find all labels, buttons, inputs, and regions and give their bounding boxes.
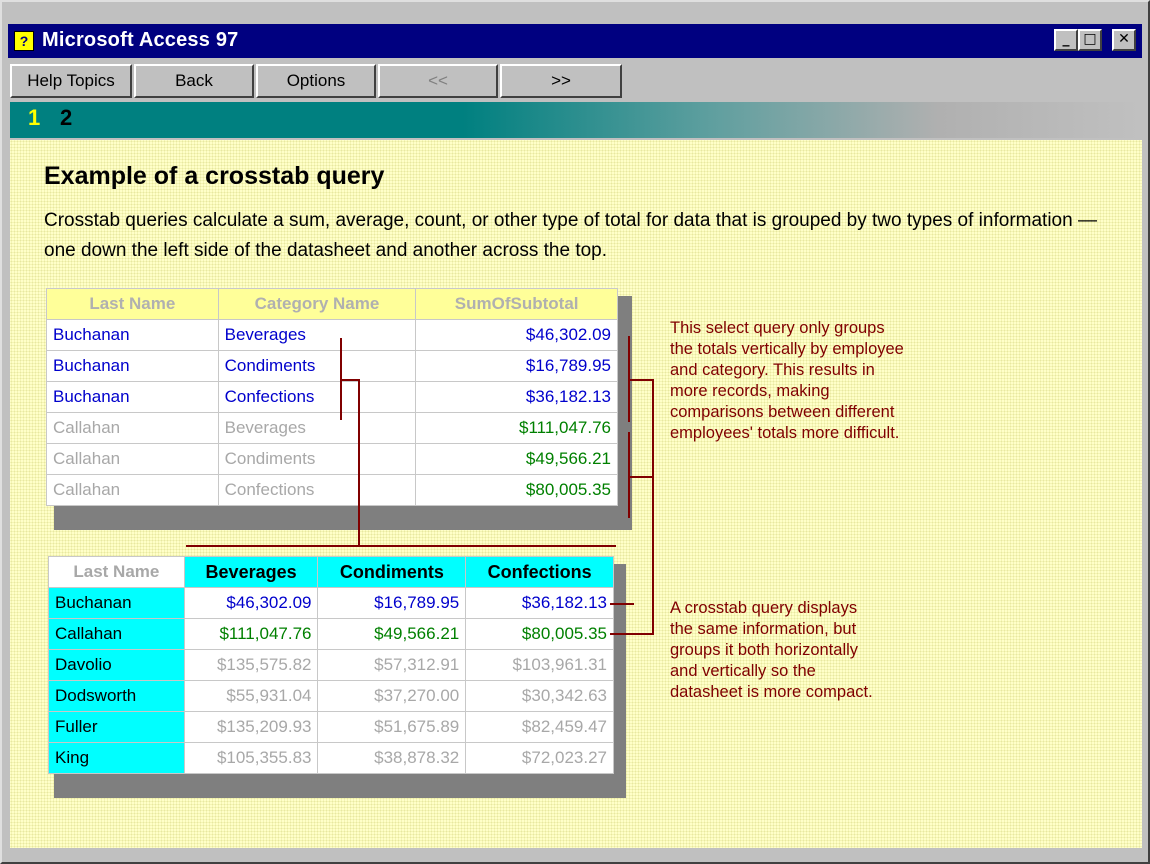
table-cell: $49,566.21 xyxy=(416,444,618,475)
table-cell: $57,312.91 xyxy=(318,650,466,681)
page-1-link[interactable]: 1 xyxy=(28,105,41,130)
table-row xyxy=(47,413,618,444)
column-header: Condiments xyxy=(318,557,466,588)
note-line: and vertically so the xyxy=(670,662,816,680)
intro-text: Crosstab queries calculate a sum, average, count, or other type of total for data that is grouped by two types of information — one down the left side of the datasheet and another across the top. xyxy=(44,210,1097,261)
table-cell: Buchanan xyxy=(47,382,219,413)
note-line: more records, making xyxy=(670,382,830,400)
connector-line xyxy=(610,633,654,635)
table-row xyxy=(49,619,614,650)
note-line: comparisons between different xyxy=(670,403,895,421)
table-cell: Condiments xyxy=(218,351,416,382)
table-cell: Buchanan xyxy=(47,351,219,382)
table-cell: $36,182.13 xyxy=(416,382,618,413)
table-cell: Callahan xyxy=(47,475,219,506)
table-cell: $111,047.76 xyxy=(416,413,618,444)
table-cell: $36,182.13 xyxy=(466,588,614,619)
table-row xyxy=(47,351,618,382)
table-cell: $72,023.27 xyxy=(466,743,614,774)
previous-button[interactable]: << xyxy=(378,64,498,98)
help-topics-button[interactable]: Help Topics xyxy=(10,64,132,98)
row-header-cell: King xyxy=(49,743,185,774)
maximize-icon: □ xyxy=(1083,31,1097,47)
table-cell: Callahan xyxy=(47,413,219,444)
table-cell: Buchanan xyxy=(47,320,219,351)
note-line: employees' totals more difficult. xyxy=(670,424,900,442)
column-header: SumOfSubtotal xyxy=(416,289,618,320)
note-line: A crosstab query displays xyxy=(670,599,858,617)
column-header: Category Name xyxy=(218,289,416,320)
table-cell: $103,961.31 xyxy=(466,650,614,681)
table-cell: $51,675.89 xyxy=(318,712,466,743)
table-cell: $38,878.32 xyxy=(318,743,466,774)
column-header: Last Name xyxy=(47,289,219,320)
table-cell: Confections xyxy=(218,382,416,413)
table-row xyxy=(47,475,618,506)
note-line: This select query only groups xyxy=(670,319,885,337)
note-line: and category. This results in xyxy=(670,361,875,379)
table-cell: $82,459.47 xyxy=(466,712,614,743)
table-row xyxy=(47,382,618,413)
column-header: Beverages xyxy=(184,557,318,588)
table-row xyxy=(49,712,614,743)
options-button[interactable]: Options xyxy=(256,64,376,98)
page-navigation-bar xyxy=(10,102,1142,138)
help-toolbar xyxy=(10,62,1142,100)
table-cell: $16,789.95 xyxy=(318,588,466,619)
table-cell: $105,355.83 xyxy=(184,743,318,774)
connector-line xyxy=(186,545,616,547)
table-header-row xyxy=(49,557,614,588)
table-cell: $49,566.21 xyxy=(318,619,466,650)
window-title: Microsoft Access 97 xyxy=(42,29,239,51)
connector-line xyxy=(358,379,360,547)
table-header-row xyxy=(47,289,618,320)
help-content xyxy=(10,140,1142,848)
table-row xyxy=(49,743,614,774)
table-row xyxy=(47,444,618,475)
row-header-cell: Fuller xyxy=(49,712,185,743)
select-query-note xyxy=(670,318,904,444)
callahan-bracket-line xyxy=(628,432,630,518)
next-button[interactable]: >> xyxy=(500,64,622,98)
table-cell: $135,209.93 xyxy=(184,712,318,743)
table-row xyxy=(49,650,614,681)
connector-line xyxy=(630,379,654,381)
table-cell: $46,302.09 xyxy=(184,588,318,619)
note-line: datasheet is more compact. xyxy=(670,683,873,701)
crosstab-query-note xyxy=(670,598,873,703)
table-cell: $135,575.82 xyxy=(184,650,318,681)
table-cell: Beverages xyxy=(218,413,416,444)
minimize-button[interactable] xyxy=(1054,29,1078,51)
row-header-cell: Dodsworth xyxy=(49,681,185,712)
table-cell: $111,047.76 xyxy=(184,619,318,650)
close-button[interactable] xyxy=(1112,29,1136,51)
table-cell: $30,342.63 xyxy=(466,681,614,712)
connector-line xyxy=(340,379,360,381)
select-query-datasheet xyxy=(46,288,618,506)
column-header: Last Name xyxy=(49,557,185,588)
table-cell: $80,005.35 xyxy=(466,619,614,650)
note-line: the same information, but xyxy=(670,620,857,638)
table-cell: Callahan xyxy=(47,444,219,475)
maximize-button[interactable] xyxy=(1078,29,1102,51)
note-line: the totals vertically by employee xyxy=(670,340,904,358)
table-cell: $37,270.00 xyxy=(318,681,466,712)
row-header-cell: Buchanan xyxy=(49,588,185,619)
table-cell: $55,931.04 xyxy=(184,681,318,712)
table-cell: Beverages xyxy=(218,320,416,351)
row-header-cell: Callahan xyxy=(49,619,185,650)
row-header-cell: Davolio xyxy=(49,650,185,681)
help-icon: ? xyxy=(14,31,34,51)
connector-line xyxy=(630,476,654,478)
table-cell: Condiments xyxy=(218,444,416,475)
connector-line xyxy=(610,603,634,605)
table-row xyxy=(47,320,618,351)
table-row xyxy=(49,588,614,619)
table-cell: $46,302.09 xyxy=(416,320,618,351)
note-line: groups it both horizontally xyxy=(670,641,859,659)
close-icon: ✕ xyxy=(1118,31,1130,47)
table-row xyxy=(49,681,614,712)
table-cell: $80,005.35 xyxy=(416,475,618,506)
table-cell: $16,789.95 xyxy=(416,351,618,382)
page-2-link[interactable]: 2 xyxy=(60,105,73,130)
connector-line xyxy=(652,379,654,635)
minimize-icon: _ xyxy=(1062,31,1070,47)
title-bar[interactable] xyxy=(8,24,1142,58)
crosstab-query-datasheet xyxy=(48,556,614,774)
back-button[interactable]: Back xyxy=(134,64,254,98)
column-header: Confections xyxy=(466,557,614,588)
page-title: Example of a crosstab query xyxy=(44,162,385,190)
table-cell: Confections xyxy=(218,475,416,506)
